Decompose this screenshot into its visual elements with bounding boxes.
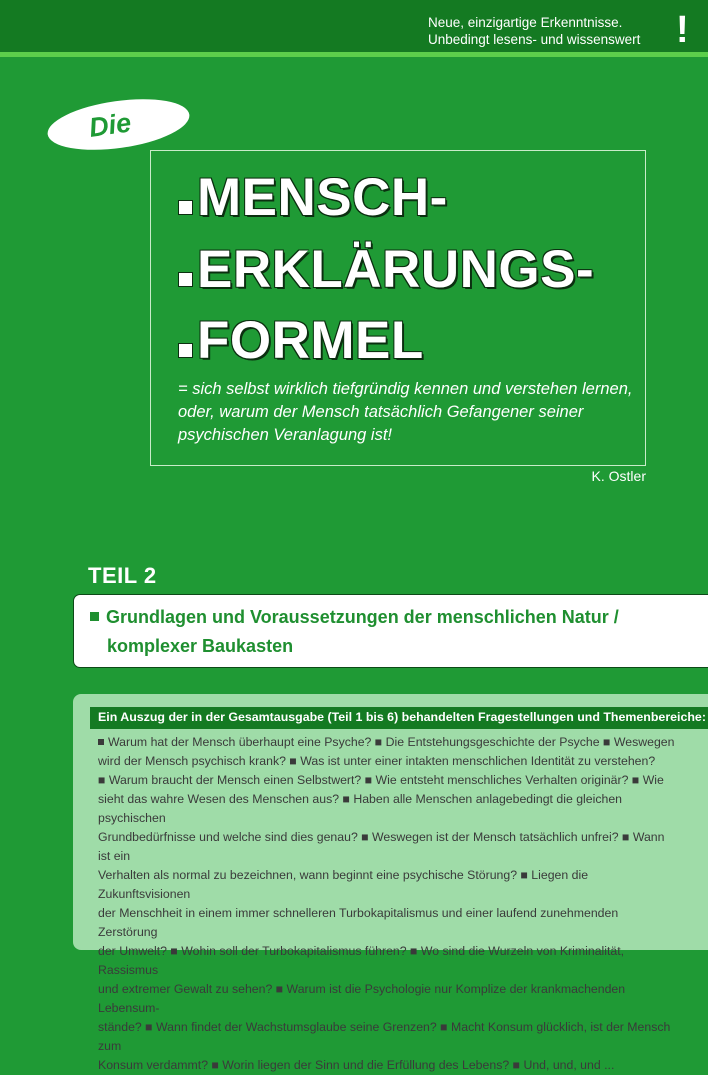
title-line-1 — [178, 170, 448, 226]
article-label: Die — [87, 107, 133, 143]
square-bullet-icon — [178, 272, 193, 287]
excerpt-header — [90, 707, 708, 729]
excerpt-line-text: Warum hat der Mensch überhaupt eine Psyche? ■ Die Entstehungsgeschichte der Psyche ■ Weswegen — [108, 735, 675, 749]
title-line-1-text: MENSCH- — [197, 168, 448, 227]
title-line-2-text: ERKLÄRUNGS- — [197, 240, 595, 299]
top-accent-line — [0, 52, 708, 57]
excerpt-header-text: Ein Auszug der in der Gesamtausgabe (Teil 1 bis 6) behandelten Fragestellungen und Themenbereiche: — [98, 710, 706, 724]
theme-line-2: komplexer Baukasten — [107, 636, 294, 656]
excerpt-line: sieht das wahre Wesen des Menschen aus? ■ Haben alle Menschen anlagebedingt die gleichen psychischen — [98, 792, 623, 825]
square-bullet-icon — [90, 612, 99, 621]
excerpt-body — [98, 733, 678, 1075]
tagline-line-2: Unbedingt lesens- und wissenswert — [428, 32, 641, 47]
subtitle-line-2: oder, warum der Mensch tatsächlich Gefangener seiner — [178, 403, 584, 421]
square-bullet-icon — [178, 200, 193, 215]
title-line-3 — [178, 313, 424, 369]
excerpt-line: wird der Mensch psychisch krank? ■ Was ist unter einer intakten menschlichen Identität zu verstehen? — [98, 754, 656, 768]
exclamation-mark: ! — [676, 9, 689, 51]
article-oval — [44, 91, 192, 157]
tagline — [428, 14, 658, 48]
excerpt-line: der Menschheit in einem immer schnelleren Turbokapitalismus und einer laufend zunehmenden Zerstörung — [98, 906, 619, 939]
author: K. Ostler — [591, 468, 646, 484]
square-bullet-icon — [98, 739, 104, 745]
excerpt-line: Grundbedürfnisse und welche sind dies genau? ■ Weswegen ist der Mensch tatsächlich unfrei? ■ Wann ist ein — [98, 830, 665, 863]
excerpt-line: Verhalten als normal zu bezeichnen, wann beginnt eine psychische Störung? ■ Liegen die Zukunftsvisionen — [98, 868, 589, 901]
excerpt-line: der Umwelt? ■ Wohin soll der Turbokapitalismus führen? ■ Wo sind die Wurzeln von Kriminalität, Rassismus — [98, 944, 625, 977]
theme-line-1: Grundlagen und Voraussetzungen der menschlichen Natur / — [106, 607, 619, 627]
subtitle-line-3: psychischen Veranlagung ist! — [178, 426, 393, 444]
excerpt-line — [98, 733, 678, 752]
excerpt-line: Konsum verdammt? ■ Worin liegen der Sinn und die Erfüllung des Lebens? ■ Und, und, und ... — [98, 1058, 615, 1072]
subtitle — [178, 378, 648, 447]
excerpt-line: und extremer Gewalt zu sehen? ■ Warum ist die Psychologie nur Komplize der krankmachenden Lebensum- — [98, 982, 626, 1015]
excerpt-line: ■ Warum braucht der Mensch einen Selbstwert? ■ Wie entsteht menschliches Verhalten originär? ■ Wie — [98, 773, 664, 787]
title-line-3-text: FORMEL — [197, 311, 424, 370]
title-line-2 — [178, 242, 594, 298]
excerpt-line: stände? ■ Wann findet der Wachstumsglaube seine Grenzen? ■ Macht Konsum glücklich, ist der Mensch zum — [98, 1020, 671, 1053]
subtitle-line-1: = sich selbst wirklich tiefgründig kennen und verstehen lernen, — [178, 380, 633, 398]
square-bullet-icon — [178, 343, 193, 358]
theme-text — [90, 603, 690, 661]
tagline-line-1: Neue, einzigartige Erkenntnisse. — [428, 15, 623, 30]
part-label: TEIL 2 — [88, 563, 157, 588]
